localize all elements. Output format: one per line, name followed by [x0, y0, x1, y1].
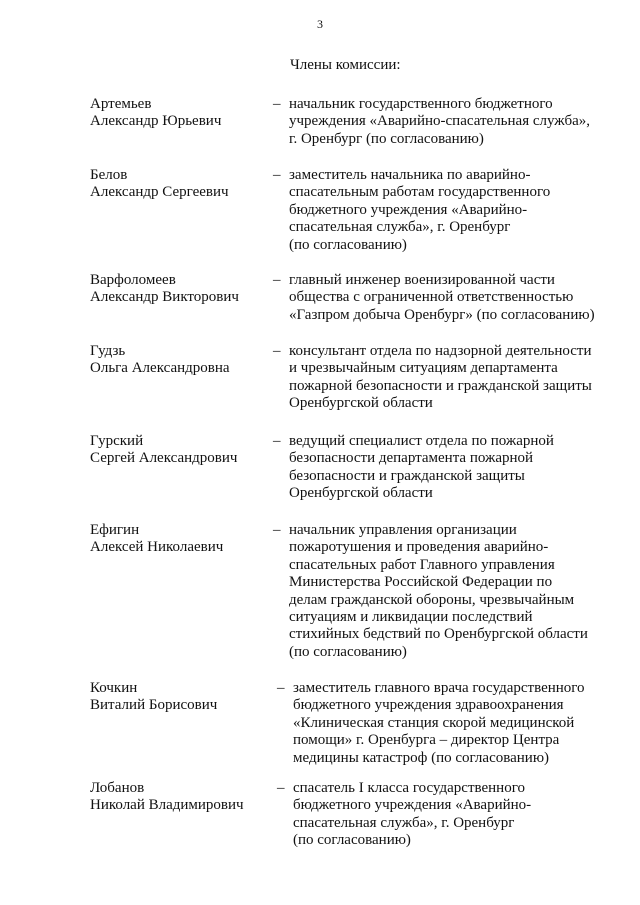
member-position-line: спасательная служба», г. Оренбург — [293, 814, 515, 831]
member-position-line: главный инженер военизированной части — [289, 272, 555, 288]
member-name — [90, 96, 270, 131]
member-position-line: Оренбургской области — [289, 485, 433, 502]
member-position — [289, 96, 609, 148]
member-surname: Артемьев — [90, 96, 152, 112]
member-given-names: Александр Викторович — [90, 289, 239, 306]
member-name — [90, 780, 270, 815]
member-position-line: стихийных бедствий по Оренбургской области — [289, 626, 588, 643]
member-position-line: «Клиническая станция скорой медицинской — [293, 714, 575, 731]
member-given-names: Сергей Александрович — [90, 450, 238, 467]
member-position-line: общества с ограниченной ответственностью — [289, 289, 574, 306]
member-given-names: Ольга Александровна — [90, 360, 230, 377]
member-position-line: консультант отдела по надзорной деятельности — [289, 343, 592, 359]
member-position — [293, 780, 613, 850]
member-dash: – — [273, 272, 281, 288]
member-surname: Лобанов — [90, 780, 145, 796]
member-position-line: пожарной безопасности и гражданской защиты — [289, 377, 592, 394]
member-position-line: бюджетного учреждения «Аварийно- — [289, 201, 528, 218]
member-position — [289, 343, 609, 413]
member-position — [289, 272, 609, 324]
page-number: 3 — [317, 17, 323, 31]
member-name — [90, 272, 270, 307]
member-position-line: (по согласованию) — [293, 832, 411, 849]
member-surname: Ефигин — [90, 522, 140, 538]
member-position-line: помощи» г. Оренбурга – директор Центра — [293, 732, 560, 749]
member-position-line: начальник управления организации — [289, 522, 517, 538]
member-position-line: спасательным работам государственного — [289, 184, 551, 201]
section-title: Члены комиссии: — [290, 57, 401, 73]
member-position — [293, 680, 613, 767]
member-given-names: Александр Юрьевич — [90, 113, 222, 130]
member-given-names: Николай Владимирович — [90, 797, 244, 814]
member-given-names: Алексей Николаевич — [90, 539, 224, 556]
member-position-line: начальник государственного бюджетного — [289, 96, 553, 112]
member-position-line: Оренбургской области — [289, 395, 433, 412]
member-position — [289, 167, 609, 254]
member-surname: Белов — [90, 167, 128, 183]
member-dash: – — [273, 96, 281, 112]
member-position-line: заместитель главного врача государственного — [293, 680, 585, 696]
member-position-line: ситуациям и ликвидации последствий — [289, 609, 533, 626]
member-position-line: «Газпром добыча Оренбург» (по согласованию) — [289, 306, 595, 323]
member-position-line: спасательных работ Главного управления — [289, 556, 555, 573]
member-position-line: медицины катастроф (по согласованию) — [293, 749, 550, 766]
member-surname: Кочкин — [90, 680, 138, 696]
member-position-line: заместитель начальника по аварийно- — [289, 167, 531, 183]
member-position — [289, 433, 609, 503]
member-given-names: Виталий Борисович — [90, 697, 218, 714]
member-dash: – — [277, 780, 285, 796]
member-position-line: г. Оренбург (по согласованию) — [289, 130, 484, 147]
member-position-line: бюджетного учреждения здравоохранения — [293, 697, 564, 714]
member-surname: Варфоломеев — [90, 272, 176, 288]
member-dash: – — [273, 343, 281, 359]
member-position-line: пожаротушения и проведения аварийно- — [289, 539, 549, 556]
member-position-line: бюджетного учреждения «Аварийно- — [293, 797, 532, 814]
member-position-line: ведущий специалист отдела по пожарной — [289, 433, 554, 449]
member-position-line: учреждения «Аварийно-спасательная служба», — [289, 113, 590, 130]
member-position-line: и чрезвычайным ситуациям департамента — [289, 360, 558, 377]
member-name — [90, 522, 270, 557]
member-position — [289, 522, 609, 661]
member-position-line: спасательная служба», г. Оренбург — [289, 219, 511, 236]
member-position-line: (по согласованию) — [289, 236, 407, 253]
member-dash: – — [273, 433, 281, 449]
member-position-line: (по согласованию) — [289, 643, 407, 660]
member-name — [90, 680, 270, 715]
member-position-line: спасатель I класса государственного — [293, 780, 525, 796]
member-name — [90, 167, 270, 202]
member-name — [90, 343, 270, 378]
member-position-line: безопасности департамента пожарной — [289, 450, 534, 467]
member-position-line: Министерства Российской Федерации по — [289, 574, 553, 591]
member-position-line: безопасности и гражданской защиты — [289, 467, 525, 484]
member-dash: – — [277, 680, 285, 696]
member-surname: Гудзь — [90, 343, 126, 359]
member-given-names: Александр Сергеевич — [90, 184, 229, 201]
member-dash: – — [273, 522, 281, 538]
member-position-line: делам гражданской обороны, чрезвычайным — [289, 591, 575, 608]
member-name — [90, 433, 270, 468]
member-surname: Гурский — [90, 433, 144, 449]
member-dash: – — [273, 167, 281, 183]
